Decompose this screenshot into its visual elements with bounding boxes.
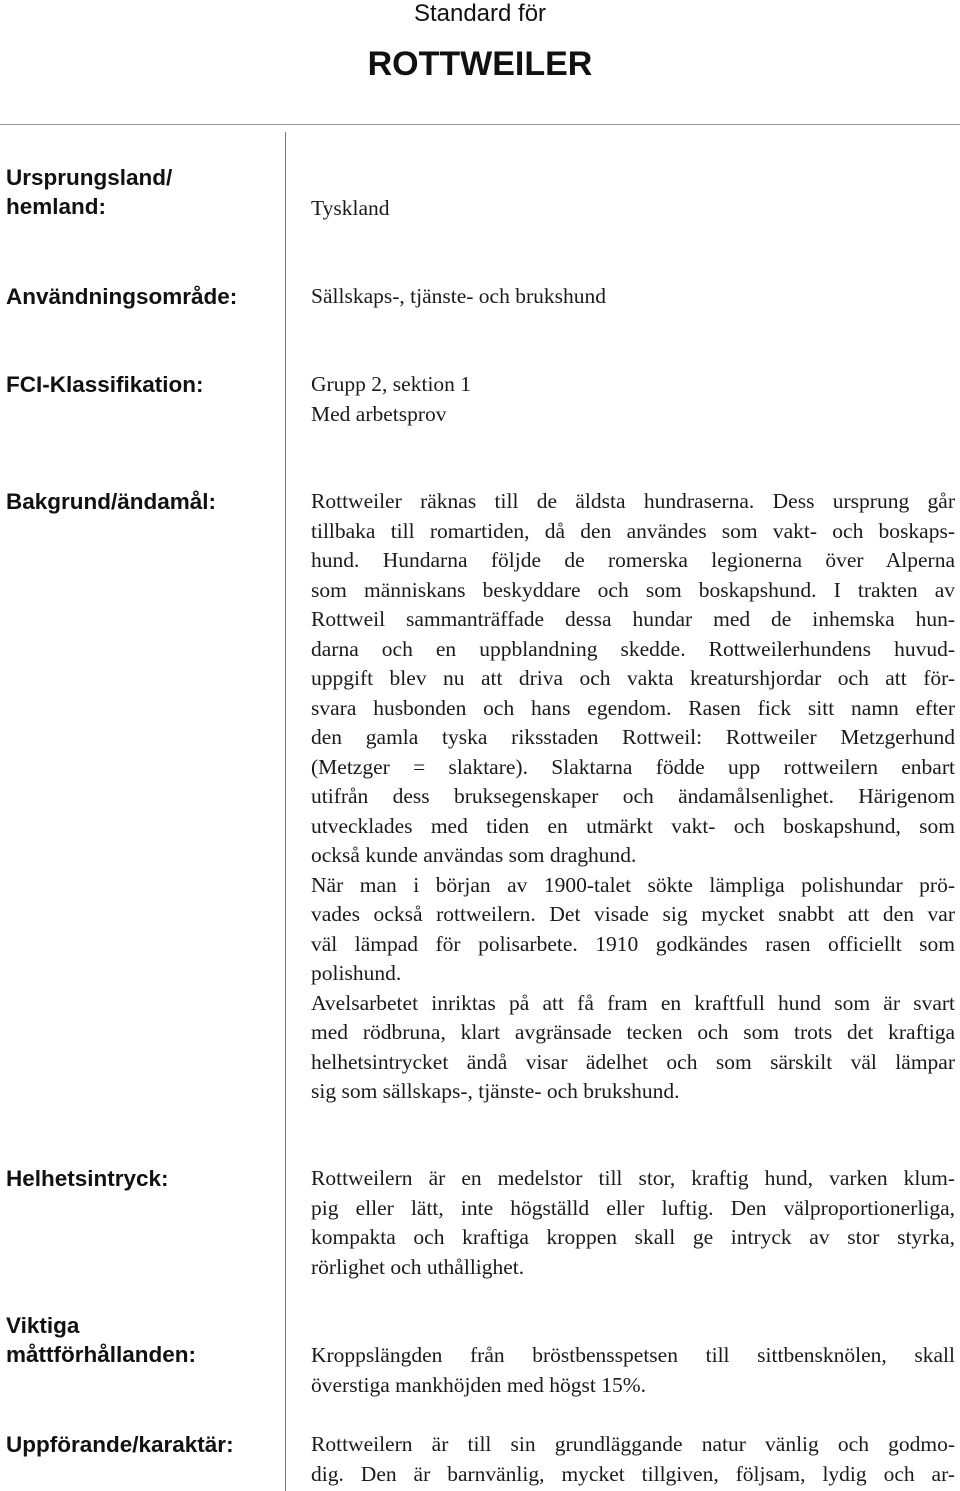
value-line: Rottweiler räknas till de äldsta hundraserna. Dess ursprung går xyxy=(311,489,955,513)
value-line: vades också rottweilern. Det visade sig mycket snabbt att den var xyxy=(311,902,955,926)
value-line: den gamla tyska riksstaden Rottweil: Rottweiler Metzgerhund xyxy=(311,725,955,749)
value-line: med rödbruna, klart avgränsade tecken och som trots det kraftiga xyxy=(311,1020,955,1044)
value-line: Rottweilern är till sin grundläggande natur vänlig och godmo- xyxy=(311,1432,955,1456)
value-bakgrund xyxy=(311,487,955,1107)
label-anvandningsomrade xyxy=(6,282,278,311)
label-helhetsintryck-text: Helhetsintryck: xyxy=(6,1166,169,1191)
label-viktiga-mattforhallanden xyxy=(6,1311,278,1369)
value-line: (Metzger = slaktare). Slaktarna födde upp rottweilern enbart xyxy=(311,754,955,779)
value-line: tillbaka till romartiden, då den användes som vakt- och boskaps- xyxy=(311,518,955,543)
value-line: Rottweilern är en medelstor till stor, kraftig hund, varken klum- xyxy=(311,1166,955,1190)
value-line: Grupp 2, sektion 1 xyxy=(311,372,472,396)
label-matt-line-1: Viktiga xyxy=(6,1313,80,1338)
value-line: uppgift blev nu att driva och vakta kreaturshjordar och att för- xyxy=(311,666,955,690)
label-uppforande-karaktar xyxy=(6,1430,278,1459)
value-ursprungsland xyxy=(311,194,955,224)
value-line: Tyskland xyxy=(311,196,390,220)
label-ursprungsland-line-1: Ursprungsland/ xyxy=(6,165,173,190)
label-ursprungsland xyxy=(6,163,278,221)
value-line: rörlighet och uthållighet. xyxy=(311,1254,525,1279)
label-fci-text: FCI-Klassifikation: xyxy=(6,372,204,397)
value-line: kompakta och kraftiga kroppen skall ge intryck av stor styrka, xyxy=(311,1225,955,1249)
value-viktiga-mattforhallanden xyxy=(311,1341,955,1400)
label-uppforande-text: Uppförande/karaktär: xyxy=(6,1432,234,1457)
value-line: helhetsintrycket ändå visar ädelhet och som särskilt väl lämpar xyxy=(311,1049,955,1074)
value-line: som människans beskyddare och som boskapshund. I trakten av xyxy=(311,577,955,602)
label-bakgrund xyxy=(6,487,278,516)
value-line: darna och en uppblandning skedde. Rottweilerhundens huvud- xyxy=(311,636,955,661)
value-fci-klassifikation xyxy=(311,370,955,429)
value-line: Sällskaps-, tjänste- och brukshund xyxy=(311,284,606,308)
value-anvandningsomrade xyxy=(311,282,955,312)
value-line: Rottweil sammanträffade dessa hundar med de inhemska hun- xyxy=(311,607,955,631)
value-line: svara husbonden och hans egendom. Rasen fick sitt namn efter xyxy=(311,695,955,720)
value-line: Avelsarbetet inriktas på att få fram en kraftfull hund som är svart xyxy=(311,990,955,1015)
label-bakgrund-text: Bakgrund/ändamål: xyxy=(6,489,217,514)
value-line: När man i början av 1900-talet sökte lämpliga polishundar prö- xyxy=(311,872,955,897)
title-divider xyxy=(0,124,960,125)
value-line: sig som sällskaps-, tjänste- och brukshund. xyxy=(311,1079,680,1103)
label-fci-klassifikation xyxy=(6,370,278,399)
value-uppforande-karaktar xyxy=(311,1430,955,1489)
value-line: överstiga mankhöjden med högst 15%. xyxy=(311,1372,646,1397)
document-title: ROTTWEILER xyxy=(367,45,593,83)
value-helhetsintryck xyxy=(311,1164,955,1282)
value-line: dig. Den är barnvänlig, mycket tillgiven, följsam, lydig och ar- xyxy=(311,1461,955,1486)
label-matt-line-2: måttförhållanden: xyxy=(6,1342,197,1367)
value-line: Med arbetsprov xyxy=(311,401,447,426)
label-helhetsintryck xyxy=(6,1164,278,1193)
label-ursprungsland-line-2: hemland: xyxy=(6,194,107,219)
value-line: hund. Hundarna följde de romerska legionerna över Alperna xyxy=(311,548,955,572)
value-line: polishund. xyxy=(311,961,402,985)
value-line: Kroppslängden från bröstbensspetsen till sittbensknölen, skall xyxy=(311,1343,955,1367)
label-anvandningsomrade-text: Användningsområde: xyxy=(6,284,238,309)
document-subtitle: Standard för xyxy=(413,0,547,27)
value-line: också kunde användas som draghund. xyxy=(311,843,637,867)
value-line: väl lämpad för polisarbete. 1910 godkändes rasen officiellt som xyxy=(311,931,955,956)
value-line: pig eller lätt, inte högställd eller luftig. Den välproportionerliga, xyxy=(311,1195,955,1220)
column-divider xyxy=(285,132,286,1491)
value-line: utvecklades med tiden en utmärkt vakt- och boskapshund, som xyxy=(311,813,955,838)
value-line: utifrån dess bruksegenskaper och ändamålsenlighet. Härigenom xyxy=(311,784,955,808)
